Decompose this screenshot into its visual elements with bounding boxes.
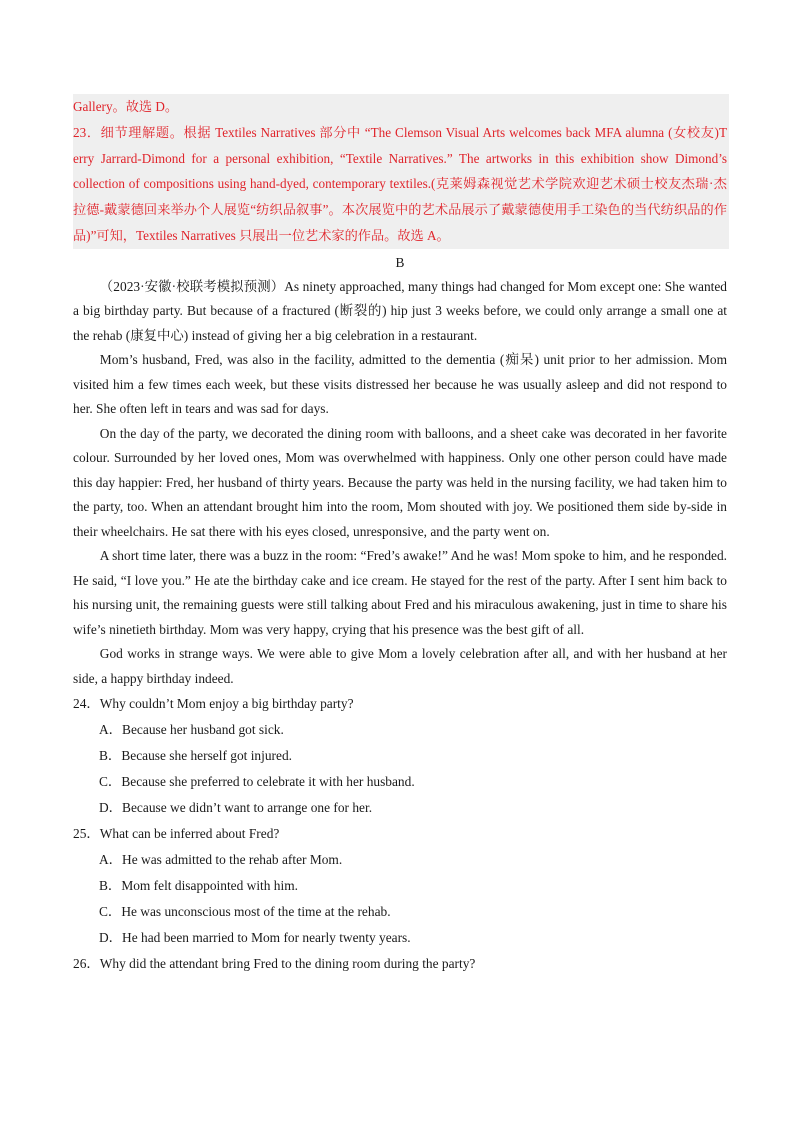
page-content <box>73 94 727 977</box>
question-26: 26．Why did the attendant bring Fred to the dining room during the party? <box>73 956 476 972</box>
answer-line-gallery: Gallery。故选 D。 <box>73 99 179 114</box>
option-24-c: C．Because she preferred to celebrate it with her husband. <box>99 774 415 790</box>
passage-paragraph: Mom’s husband, Fred, was also in the facility, admitted to the dementia (痴呆) unit prior to her admission. Mom visited him a few times each week, but these visits distressed her because he was usually asleep and did not respond to her. She often left in tears and was sad for days. <box>73 352 727 417</box>
question-24: 24．Why couldn’t Mom enjoy a big birthday party? <box>73 696 354 712</box>
section-heading: B <box>395 254 405 270</box>
option-24-a: A．Because her husband got sick. <box>99 722 284 738</box>
passage-paragraph: On the day of the party, we decorated the dining room with balloons, and a sheet cake was decorated in her favorite colour. Surrounded by her loved ones, Mom was overwhelmed with happiness. Only one other person could have made this day happier: Fred, her husband of thirty years. Because the party was held in the nursing facility, we had taken him to the party, too. When an attendant brought him into the room, Mom shouted with joy. We positioned them side by-side in their wheelchairs. He sat there with his eyes closed, unresponsive, and the party went on. <box>73 425 727 539</box>
passage-paragraph: （2023·安徽·校联考模拟预测）As ninety approached, many things had changed for Mom except one: She wanted a big birthday party. But because of a fractured (断裂的) hip just 3 weeks before, we could only arrange a small one at the rehab (康复中心) instead of giving her a big celebration in a restaurant. <box>73 278 727 343</box>
option-25-a: A．He was admitted to the rehab after Mom. <box>99 852 343 868</box>
question-list <box>73 691 727 977</box>
answer-explanation-23: 23．细节理解题。根据 Textiles Narratives 部分中 “The Clemson Visual Arts welcomes back MFA alumna (女校友)T erry Jarrard-Dimond for a personal exhibition, “Textile Narratives.” The artworks in this exhibition show Dimond’s collection of compositions using hand-dyed, contemporary textiles.(克莱姆森视觉艺术学院欢迎艺术硕士校友杰瑞·杰拉德-戴蒙德回来举办个人展览“纺织品叙事”。本次展览中的艺术品展示了戴蒙德使用手工染色的当代纺织品的作品)”可知，Textiles Narratives 只展出一位艺术家的作品。故选 A。 <box>73 124 727 243</box>
option-25-d: D．He had been married to Mom for nearly twenty years. <box>99 930 411 946</box>
answer-explanation-block <box>73 94 729 249</box>
question-25: 25．What can be inferred about Fred? <box>73 826 280 842</box>
reading-passage <box>73 275 727 692</box>
option-24-d: D．Because we didn’t want to arrange one for her. <box>99 800 373 816</box>
passage-paragraph: A short time later, there was a buzz in the room: “Fred’s awake!” And he was! Mom spoke to him, and he responded. He said, “I love you.” He ate the birthday cake and ice cream. He stayed for the rest of the party. After I sent him back to his nursing unit, the remaining guests were still talking about Fred and his miraculous awakening, just in time to share his wife’s ninetieth birthday. Mom was very happy, crying that his presence was the best gift of all. <box>73 548 727 637</box>
passage-paragraph: God works in strange ways. We were able to give Mom a lovely celebration after all, and with her husband at her side, a happy birthday indeed. <box>73 646 727 686</box>
option-25-b: B．Mom felt disappointed with him. <box>99 878 298 894</box>
option-24-b: B．Because she herself got injured. <box>99 748 292 764</box>
option-25-c: C．He was unconscious most of the time at the rehab. <box>99 904 391 920</box>
